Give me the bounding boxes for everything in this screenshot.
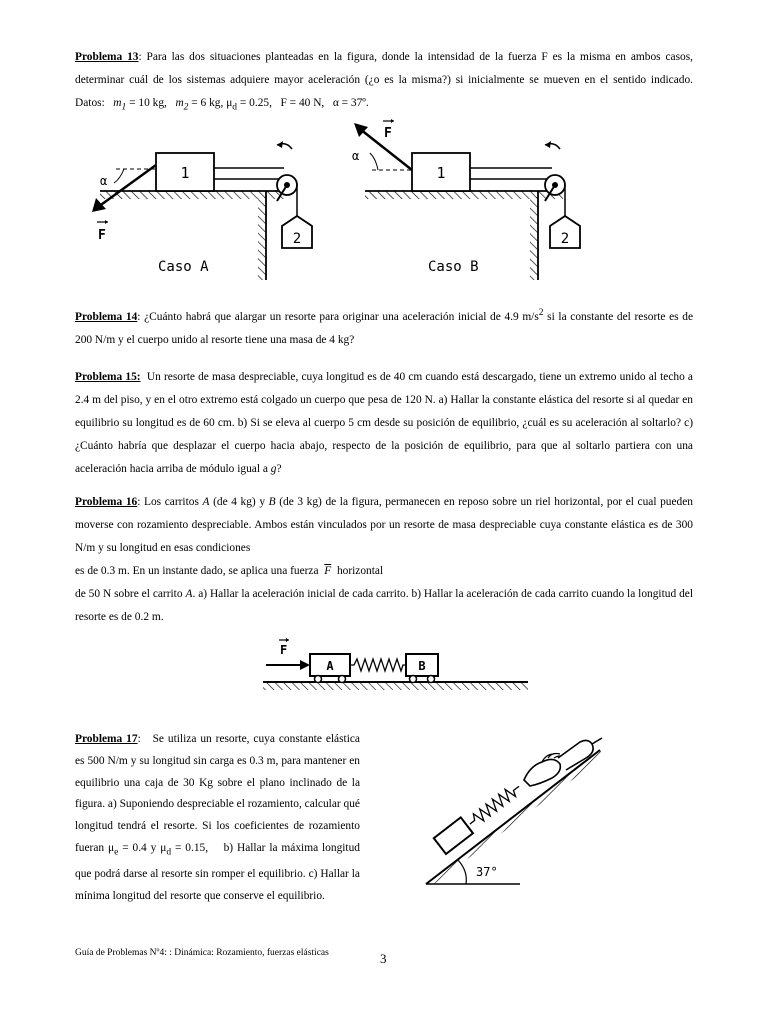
- problem-13-text: Para las dos situaciones planteadas en la figura, donde la intensidad de la fuerza F es la misma en ambos casos, determinar cuál de los sistemas adquiere mayor aceleración (¿o es la misma?) si inicialmente se mueven en el sentido indicado. Datos:: [75, 51, 693, 109]
- problem-14-title: Problema 14: [75, 310, 138, 323]
- svg-text:1: 1: [436, 164, 446, 182]
- svg-text:α: α: [100, 174, 108, 188]
- problem-17: Problema 17: Se utiliza un resorte, cuya constante elástica es 500 N/m y su longitud sin carga es 0.3 m, para mantener en equilibrio una caja de 30 Kg sobre el plano inclinado de la figura. a) Suponiendo despreciable el rozamiento, calcular qué longitud tendrá el resorte. Si los coeficientes de rozamiento fueran $\mu_e = 0.4$ y $\mu_d = 0.15$, b) Hallar la máxima longitud que podrá darse al resorte sin romper el equilibrio. c) Hallar la mínima longitud del resorte que conserve el equilibrio.: [75, 733, 360, 902]
- case-b-diagram: [352, 119, 580, 280]
- svg-text:1: 1: [180, 164, 190, 182]
- problem-15-title: Problema 15:: [75, 371, 141, 383]
- problem-17-title: Problema 17: [75, 733, 138, 745]
- figure-17: [420, 728, 605, 888]
- problem-13: Problema 13: Para las dos situaciones planteadas en la figura, donde la intensidad de la fuerza F es la misma en ambos casos, determinar cuál de los sistemas adquiere mayor aceleración (¿o es la misma?) si inicialmente se mueven en el sentido indicado. Datos: $m_1 = 10$ kg, $m_2 = 6$ kg, $\mu_d = 0.25$, F = 40 N, α = 37º.: [75, 51, 693, 113]
- problem-15: Problema 15: Un resorte de masa despreciable, cuya longitud es de 40 cm cuando está descargado, tiene un extremo unido al techo a 2.4 m del piso, y en el otro extremo está colgado un cuerpo que pesa de 120 N. a) Hallar la constante elástica del resorte si al quedar en equilibrio su longitud es de 60 cm. b) Si se eleva al cuerpo 5 cm desde su posición de equilibrio, ¿cuál es su aceleración al soltarlo? c) ¿Cuánto habría que desplazar el cuerpo hacia abajo, respecto de la posición de equilibrio, para que al soltarlo partiera con una aceleración hacia arriba de módulo igual a g?: [75, 371, 693, 475]
- box-30kg: [434, 817, 473, 854]
- svg-text:α: α: [352, 149, 360, 163]
- svg-text:B: B: [418, 659, 426, 673]
- svg-text:F: F: [280, 643, 288, 657]
- svg-text:Caso A: Caso A: [158, 259, 209, 275]
- footer-text: Guía de Problemas Nº4: : Dinámica: Rozamiento, fuerzas elásticas: [75, 948, 329, 958]
- problem-16-title: Problema 16: [75, 496, 138, 508]
- svg-text:F: F: [384, 126, 392, 141]
- page-number: 3: [380, 951, 387, 966]
- problem-14: Problema 14: ¿Cuánto habrá que alargar un resorte para originar una aceleración inicial de 4.9 $m/s^2$ si la constante del resorte es de 200 N/m y el cuerpo unido al resorte tiene una masa de 4 kg?: [75, 308, 693, 346]
- spring-ab: [350, 659, 406, 671]
- svg-text:F: F: [98, 228, 106, 243]
- incline-plane: [426, 750, 600, 884]
- svg-text:37°: 37°: [476, 865, 498, 879]
- case-a-diagram: [92, 141, 312, 280]
- figure-16: [258, 632, 533, 694]
- svg-text:A: A: [326, 659, 334, 673]
- svg-text:2: 2: [292, 231, 302, 247]
- svg-text:Caso B: Caso B: [428, 259, 479, 275]
- problem-13-title: Problema 13: [75, 51, 139, 63]
- figure-13: [80, 115, 640, 290]
- problem-16: Problema 16: Los carritos A (de 4 kg) y B (de 3 kg) de la figura, permanecen en reposo sobre un riel horizontal, por el cual pueden moverse con rozamiento despreciable. Ambos están vinculados por un resorte de masa despreciable cuya constante elástica es de 300 N/m y su longitud en esas condiciones es de 0.3 m. En un instante dado, se aplica una fuerza $\overline{F}$ horizontal de 50 N sobre el carrito A. a) Hallar la aceleración inicial de cada carrito. b) Hallar la aceleración de cada carrito cuando la longitud del resorte es de 0.2 m.: [75, 496, 693, 623]
- svg-text:2: 2: [560, 231, 570, 247]
